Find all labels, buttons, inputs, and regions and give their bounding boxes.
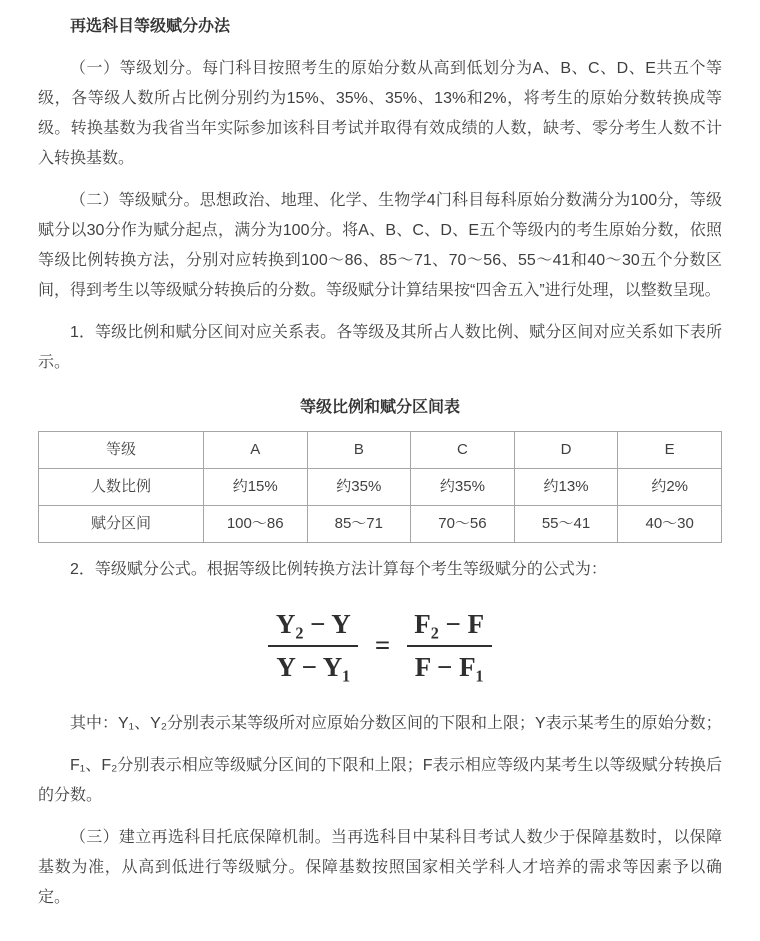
table-cell-proportion-b: 约35% <box>307 469 411 506</box>
table-row-score-range <box>39 506 722 543</box>
table-cell-proportion-a: 约15% <box>203 469 307 506</box>
table-cell-range-d: 55～41 <box>514 506 618 543</box>
table-cell-range-e: 40～30 <box>618 506 722 543</box>
paragraph-formula-intro: 2．等级赋分公式。根据等级比例转换方法计算每个考生等级赋分的公式为： <box>70 561 607 578</box>
table-title: 等级比例和赋分区间表 <box>299 399 460 416</box>
table-cell-range-a: 100～86 <box>203 506 307 543</box>
table-header-grade-a: A <box>203 432 307 469</box>
paragraph-grade-scoring: （二）等级赋分。思想政治、地理、化学、生物学4门科目每科原始分数满分为100分，等级赋分以30分作为赋分起点，满分为100分。将A、B、C、D、E五个等级内的考生原始分数，依照等级比例转换方法，分别对应转换到100～86、85～71、70～56、55～41和40～30五个分数区间，得到考生以等级赋分转换后的分数。等级赋分计算结果按“四舍五入”进行处理，以整数呈现。 <box>38 192 722 299</box>
table-cell-range-b: 85～71 <box>307 506 411 543</box>
formula-right-fraction <box>406 609 492 683</box>
table-header-grade: 等级 <box>39 432 204 469</box>
table-row-score-range-label: 赋分区间 <box>39 506 204 543</box>
table-cell-range-c: 70～56 <box>411 506 515 543</box>
table-cell-proportion-e: 约2% <box>618 469 722 506</box>
grade-conversion-formula <box>38 609 722 683</box>
paragraph-grade-division: （一）等级划分。每门科目按照考生的原始分数从高到低划分为A、B、C、D、E共五个等级，各等级人数所占比例分别约为15%、35%、35%、13%和2%，将考生的原始分数转换成等级。转换基数为我省当年实际参加该科目考试并取得有效成绩的人数，缺考、零分考生人数不计入转换基数。 <box>38 60 722 167</box>
paragraph-formula-note-y: 其中：Y₁、Y₂分别表示某等级所对应原始分数区间的下限和上限；Y表示某考生的原始分数； <box>70 715 722 733</box>
grade-ratio-table <box>38 431 722 543</box>
table-header-grade-e: E <box>618 432 722 469</box>
table-header-grade-c: C <box>411 432 515 469</box>
table-header-grade-d: D <box>514 432 618 469</box>
document-title: 再选科目等级赋分办法 <box>70 18 231 35</box>
formula-right-denominator: F − F₁ <box>407 645 492 683</box>
paragraph-guarantee-mechanism: （三）建立再选科目托底保障机制。当再选科目中某科目考试人数少于保障基数时，以保障基数为准，从高到低进行等级赋分。保障基数按照国家相关学科人才培养的需求等因素予以确定。 <box>38 829 722 907</box>
paragraph-formula-note-f: F₁、F₂分别表示相应等级赋分区间的下限和上限；F表示相应等级内某考生以等级赋分转换后的分数。 <box>38 757 722 805</box>
formula-equals-sign: = <box>374 629 391 660</box>
formula-left-numerator: Y₂ − Y <box>275 609 351 639</box>
table-cell-proportion-d: 约13% <box>514 469 618 506</box>
formula-left-denominator: Y − Y₁ <box>268 645 358 683</box>
table-cell-proportion-c: 约35% <box>411 469 515 506</box>
table-header-grade-b: B <box>307 432 411 469</box>
formula-left-fraction <box>268 609 359 683</box>
table-row-proportion-label: 人数比例 <box>39 469 204 506</box>
formula-right-numerator: F₂ − F <box>414 609 485 639</box>
paragraph-table-intro: 1．等级比例和赋分区间对应关系表。各等级及其所占人数比例、赋分区间对应关系如下表所示。 <box>38 324 722 371</box>
table-header-row <box>39 432 722 469</box>
table-row-proportion <box>39 469 722 506</box>
